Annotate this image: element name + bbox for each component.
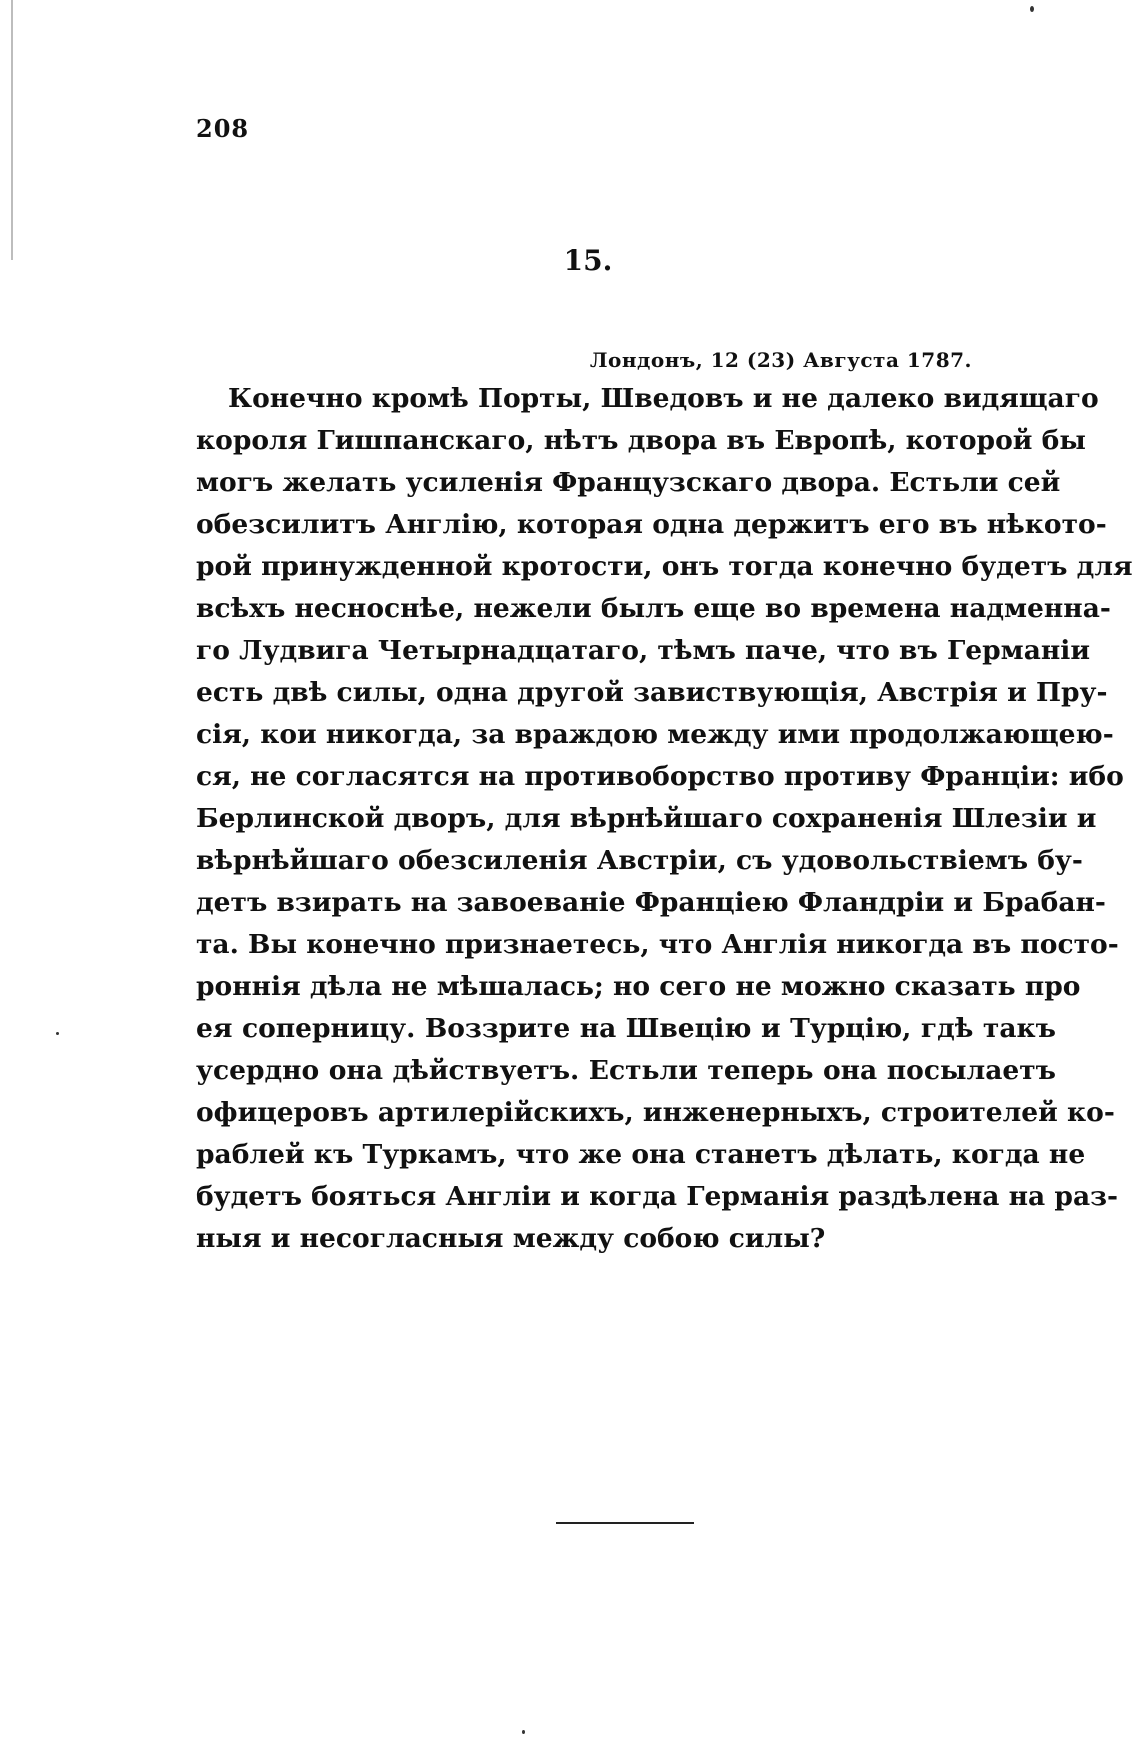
page-edge-line	[11, 0, 13, 260]
text-line: раблей къ Туркамъ, что же она станетъ дѣлать, когда не	[196, 1139, 1086, 1170]
text-line: роннія дѣла не мѣшалась; но сего не можно сказать про	[196, 971, 1081, 1002]
text-line: ся, не согласятся на противоборство противу Франціи: ибо	[196, 761, 1124, 792]
text-line: Конечно кромѣ Порты, Шведовъ и не далеко видящаго	[228, 383, 1099, 414]
dateline: Лондонъ, 12 (23) Августа 1787.	[589, 348, 972, 372]
text-line: го Лудвига Четырнадцатаго, тѣмъ паче, что въ Германіи	[196, 635, 1090, 666]
text-line: ныя и несогласныя между собою силы?	[196, 1223, 826, 1254]
scan-speck	[56, 1032, 59, 1035]
section-end-rule	[556, 1522, 694, 1524]
text-line: та. Вы конечно признаетесь, что Англія никогда въ посто-	[196, 929, 1119, 960]
scan-speck	[522, 1730, 525, 1734]
text-line: сія, кои никогда, за враждою между ими продолжающею-	[196, 719, 1114, 750]
text-line: вѣрнѣйшаго обезсиленія Австріи, съ удовольствіемъ бу-	[196, 845, 1083, 876]
document-number: 15.	[563, 244, 613, 277]
text-line: обезсилитъ Англію, которая одна держитъ его въ нѣкото-	[196, 509, 1107, 540]
text-line: есть двѣ силы, одна другой завиствующія, Австрія и Пру-	[196, 677, 1108, 708]
text-line: ея соперницу. Воззрите на Швецію и Турцію, гдѣ такъ	[196, 1013, 1056, 1044]
text-line: короля Гишпанскаго, нѣтъ двора въ Европѣ, которой бы	[196, 425, 1086, 456]
text-line: могъ желать усиленія Французскаго двора. Естьли сей	[196, 467, 1061, 498]
text-line: рой принужденной кротости, онъ тогда конечно будетъ для	[196, 551, 1133, 582]
page-number: 208	[196, 114, 250, 143]
text-line: усердно она дѣйствуетъ. Естьли теперь она посылаетъ	[196, 1055, 1056, 1086]
scan-speck	[1030, 6, 1034, 12]
text-line: офицеровъ артилерійскихъ, инженерныхъ, строителей ко-	[196, 1097, 1115, 1128]
text-line: детъ взирать на завоеваніе Франціею Фландріи и Брабан-	[196, 887, 1106, 918]
text-line: будетъ бояться Англіи и когда Германія раздѣлена на раз-	[196, 1181, 1119, 1212]
text-line: всѣхъ несноснѣе, нежели былъ еще во времена надменна-	[196, 593, 1111, 624]
text-line: Берлинской дворъ, для вѣрнѣйшаго сохраненія Шлезіи и	[196, 803, 1097, 834]
body-paragraph	[196, 378, 1133, 1260]
